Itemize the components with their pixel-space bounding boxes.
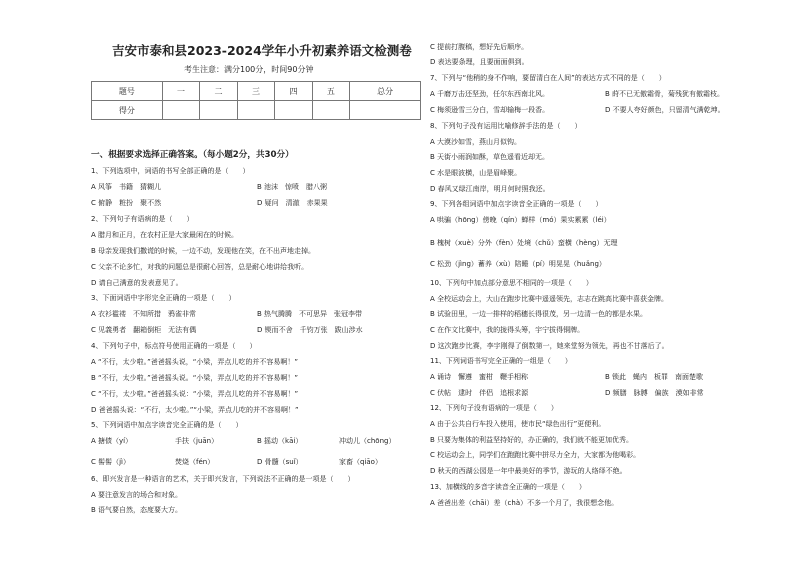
option-c: C 父亲不论多忙，对我的问题总是很耐心回答，总是耐心地讲给我听。 [91,263,309,271]
option-c: C 俯静 粧扮 聚不然 [91,199,162,207]
option-d-second: 家畜（qiāo） [339,458,382,466]
score-table [91,81,421,120]
option-d: D 表达要条理，且要面面俱到。 [430,58,529,66]
question-stem: 6、即兴发言是一种语言的艺术，关于即兴发言，下列说法不正确的是一项是（ ） [91,475,355,483]
option-c: C 提前打腹稿，想好先后顺序。 [430,43,529,51]
option-b: B 热气腾腾 不可思异 张冠李带 [257,310,363,318]
score-table-header-row [92,82,421,101]
score-cell [275,101,312,120]
option-c: C “不行，太少啦。”爸爸摇头说：“小梁，弄点儿吃的并不容易啊！” [91,390,299,398]
option-a: A 大漠沙如雪，燕山月似钩。 [430,138,522,146]
option-a: A 全校运动会上，大山在跑步比赛中遥遥领先，志志在跳高比赛中喜获金牌。 [430,295,669,303]
option-b: B 锁此 蝇内 板罪 南面楚歌 [605,373,704,381]
option-b: B 天街小雨润如酥，草色遥看近却无。 [430,153,550,161]
option-a: A 搪债（yí） [91,437,133,445]
score-header-cell: 二 [200,82,237,101]
score-table-row [92,101,421,120]
option-b: B 池沫 惊喷 腊八粥 [257,183,328,191]
option-row [91,458,421,467]
question-stem: 8、下列句子没有运用比喻修辞手法的是（ ） [430,122,582,130]
score-header-cell: 题号 [92,82,163,101]
option-row [91,437,421,446]
option-d: D 不要人夸好颜色，只留清气满乾坤。 [605,106,725,114]
question-stem: 10、下列句中加点部分意思不相同的一项是（ ） [430,279,593,287]
option-c: C 在作文比赛中，我的拢得头筹，宇宁拔得铜牌。 [430,326,585,334]
option-a-second: 手扶（juān） [175,437,219,445]
option-b: B “不行，太少啦。”爸爸摇头说。“小梁，弄点儿吃的并不容易啊！” [91,374,299,382]
option-a: A 爸爸出差（chāi）差（chà）不多一个月了，我很想念他。 [430,499,619,507]
exam-note: 考生注意：满分100分，时间90分钟 [184,65,314,74]
option-d: D 疑问 清澈 赤果果 [257,199,328,207]
option-a: A 诵诗 懈遵 蜜柑 鞭手相称 [430,373,529,381]
option-a: A 要注意发言的场合和对象。 [91,491,183,499]
score-row-label: 得分 [92,101,163,120]
option-d: D 频膳 脉膊 偏族 漠如非常 [605,389,704,397]
score-header-cell: 一 [162,82,199,101]
option-c: C 松劲（jìng）蓄养（xù）陪睡（pí）明晃晃（huǎng） [430,260,606,268]
option-c: C 水是眼波横，山是眉峰聚。 [430,169,522,177]
option-b: B 槐树（xuè）分外（fèn）处境（chǔ）蛮横（hèng）无理 [430,239,618,247]
question-stem: 11、下列词语书写完全正确的一组是（ ） [430,357,572,365]
option-d: D 这次跑步比赛，李宇刚得了倒数第一，她来堂努为领先，再也不甘落后了。 [430,342,669,350]
score-cell [200,101,237,120]
option-a: A 哄骗（hōng）傍晚（qín）蝉样（mó）果实累累（léi） [430,216,611,224]
score-cell [162,101,199,120]
option-b: B 语气要自然，态度要大方。 [91,506,183,514]
question-stem: 4、下列句子中，标点符号使用正确的一项是（ ） [91,342,257,350]
question-stem: 5、下列词语中加点字读音完全正确的是（ ） [91,421,243,429]
option-a: A 衣衫褴褛 不知所措 鸦雀非常 [91,310,197,318]
option-b: B 摇动（kāi） [257,437,303,445]
score-cell [350,101,421,120]
question-stem: 13、加横线的多音字读音全正确的一项是（ ） [430,483,586,491]
score-cell [312,101,349,120]
option-d: D 爸爸摇头说：“不行，太少啦。”“小梁，弄点儿吃的并不容易啊！” [91,406,299,414]
option-b: B 母亲发现我们撒谎的时候，一边不动，发现他在笑，在不出声地走掉。 [91,247,316,255]
option-d: D 锲而不舍 千钧万张 跋山涉水 [257,326,363,334]
option-a: A 千磨万击还坚劲，任尔东西南北风。 [430,90,550,98]
option-b: B 试验田里，一边一排样的稻穗长得很茂，另一边清一色的都是水果。 [430,310,648,318]
question-stem: 9、下列各组词语中加点字读音全正确的一项是（ ） [430,200,603,208]
option-d: D 春风又绿江南岸，明月何时照我还。 [430,185,550,193]
option-a: A 风筝 书籍 猜糊儿 [91,183,162,191]
page-title: 吉安市泰和县2023-2024学年小升初素养语文检测卷 [112,43,412,58]
question-stem: 1、下列选项中，词语的书写全部正确的是（ ） [91,167,250,175]
option-d: D 秋天的西湖公园是一年中最美好的季节，游玩的人络绎不绝。 [430,467,627,475]
option-b-second: 冲动儿（chōng） [339,437,396,445]
question-stem: 12、下列句子没有语病的一项是（ ） [430,404,558,412]
score-header-cell: 总分 [350,82,421,101]
question-stem: 7、下列与“他稍的身不作响，要留清白在人间”的表达方式不同的是（ ） [430,74,666,82]
option-c-second: 焚烧（fén） [175,458,215,466]
question-stem: 2、下列句子有语病的是（ ） [91,215,194,223]
option-c: C 校运动会上，同学们在跑跑比赛中拼尽力全力，大家都为他喝彩。 [430,451,641,459]
score-cell [237,101,274,120]
option-c: C 梅须逊雪三分白，雪却输梅一段香。 [430,106,550,114]
option-b: B 莳不已无傲霜骨，菊残犹有傲霜枝。 [605,90,725,98]
option-b: B 只要为集体的利益坚持好的，办正确的，我们就不能更加优秀。 [430,436,634,444]
option-c: C 髻髻（jì） [91,458,131,466]
option-a: A “不行，太少啦。”爸爸摇头说，“小梁，弄点儿吃的并不容易啊！” [91,358,299,366]
score-header-cell: 三 [237,82,274,101]
score-header-cell: 四 [275,82,312,101]
question-stem: 3、下面词语中字形完全正确的一项是（ ） [91,294,236,302]
option-a: A 腊月和正月，在农村正是大家最闲在的时候。 [91,231,239,239]
option-c: C 见義勇者 翻箱倒柜 无法有偶 [91,326,197,334]
option-d: D 骨髓（suǐ） [257,458,303,466]
score-header-cell: 五 [312,82,349,101]
option-d: D 请自己满意的发表意见了。 [91,279,183,287]
option-a: A 由于公共自行车投入使用，使市民“绿色出行”更便利。 [430,420,606,428]
section-heading: 一、根据要求选择正确答案。（每小题2分，共30分） [91,150,294,160]
option-c: C 伏帖 逮时 伴侣 追根求源 [430,389,529,397]
